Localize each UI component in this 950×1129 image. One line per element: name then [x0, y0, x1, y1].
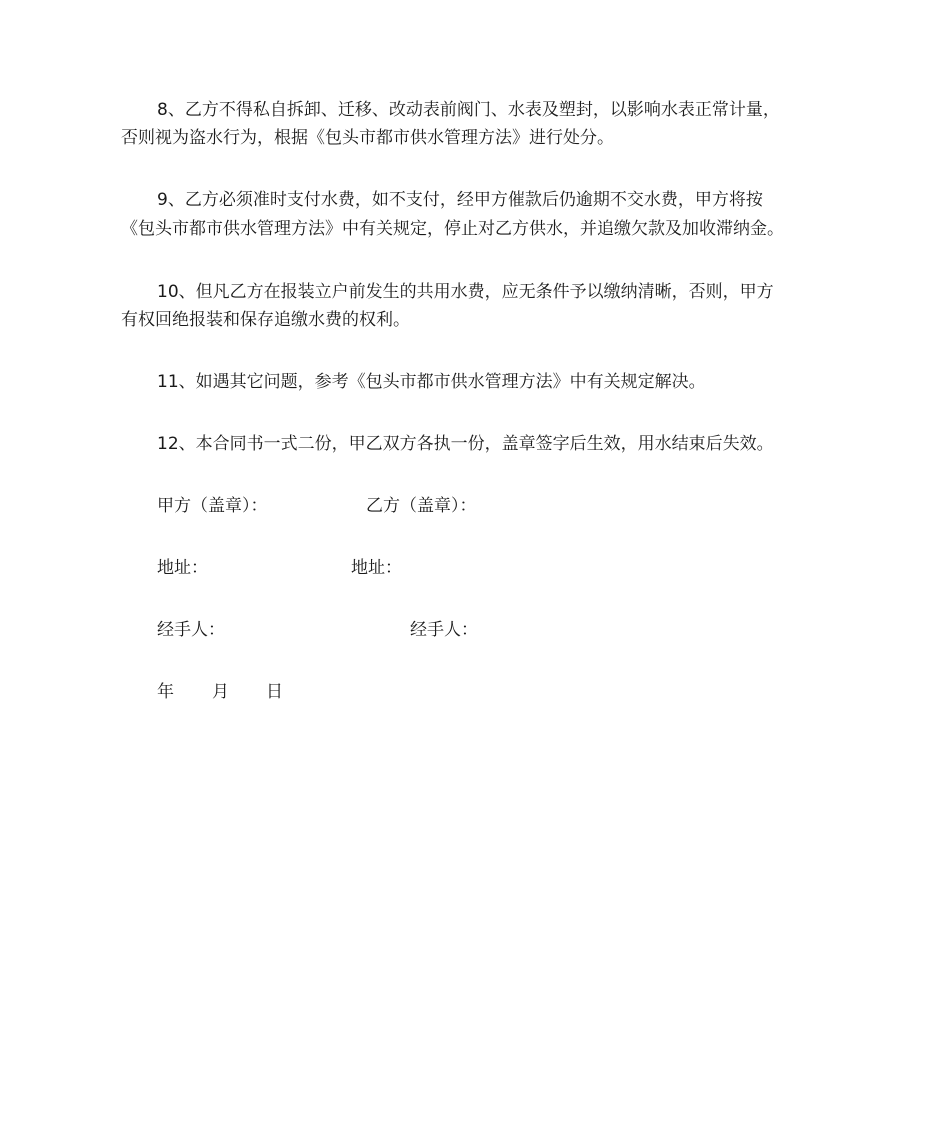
clause-12: 12、本合同书一式二份，甲乙双方各执一份，盖章签字后生效，用水结束后失效。 [157, 434, 774, 454]
date-day-label: 日 [266, 682, 283, 702]
clause-9-line-1: 9、乙方必须准时支付水费，如不支付，经甲方催款后仍逾期不交水费，甲方将按 [157, 190, 763, 210]
party-b-handler-label: 经手人： [410, 620, 478, 640]
party-b-seal-label: 乙方（盖章）： [366, 496, 477, 516]
party-a-handler-label: 经手人： [157, 620, 225, 640]
clause-11: 11、如遇其它问题，参考《包头市都市供水管理方法》中有关规定解决。 [157, 372, 706, 392]
party-a-address-label: 地址： [157, 558, 208, 578]
clause-10-line-2: 有权回绝报装和保存追缴水费的权利。 [121, 310, 410, 330]
clause-9-line-2: 《包头市都市供水管理方法》中有关规定，停止对乙方供水，并追缴欠款及加收滞纳金。 [121, 219, 784, 239]
clause-8-line-1: 8、乙方不得私自拆卸、迁移、改动表前阀门、水表及塑封，以影响水表正常计量， [157, 100, 780, 120]
party-a-seal-label: 甲方（盖章）： [157, 496, 268, 516]
date-year-label: 年 [157, 682, 174, 702]
date-month-label: 月 [212, 682, 229, 702]
clause-10-line-1: 10、但凡乙方在报装立户前发生的共用水费，应无条件予以缴纳清晰，否则，甲方 [157, 282, 774, 302]
clause-8-line-2: 否则视为盗水行为，根据《包头市都市供水管理方法》进行处分。 [121, 128, 614, 148]
party-b-address-label: 地址： [351, 558, 402, 578]
